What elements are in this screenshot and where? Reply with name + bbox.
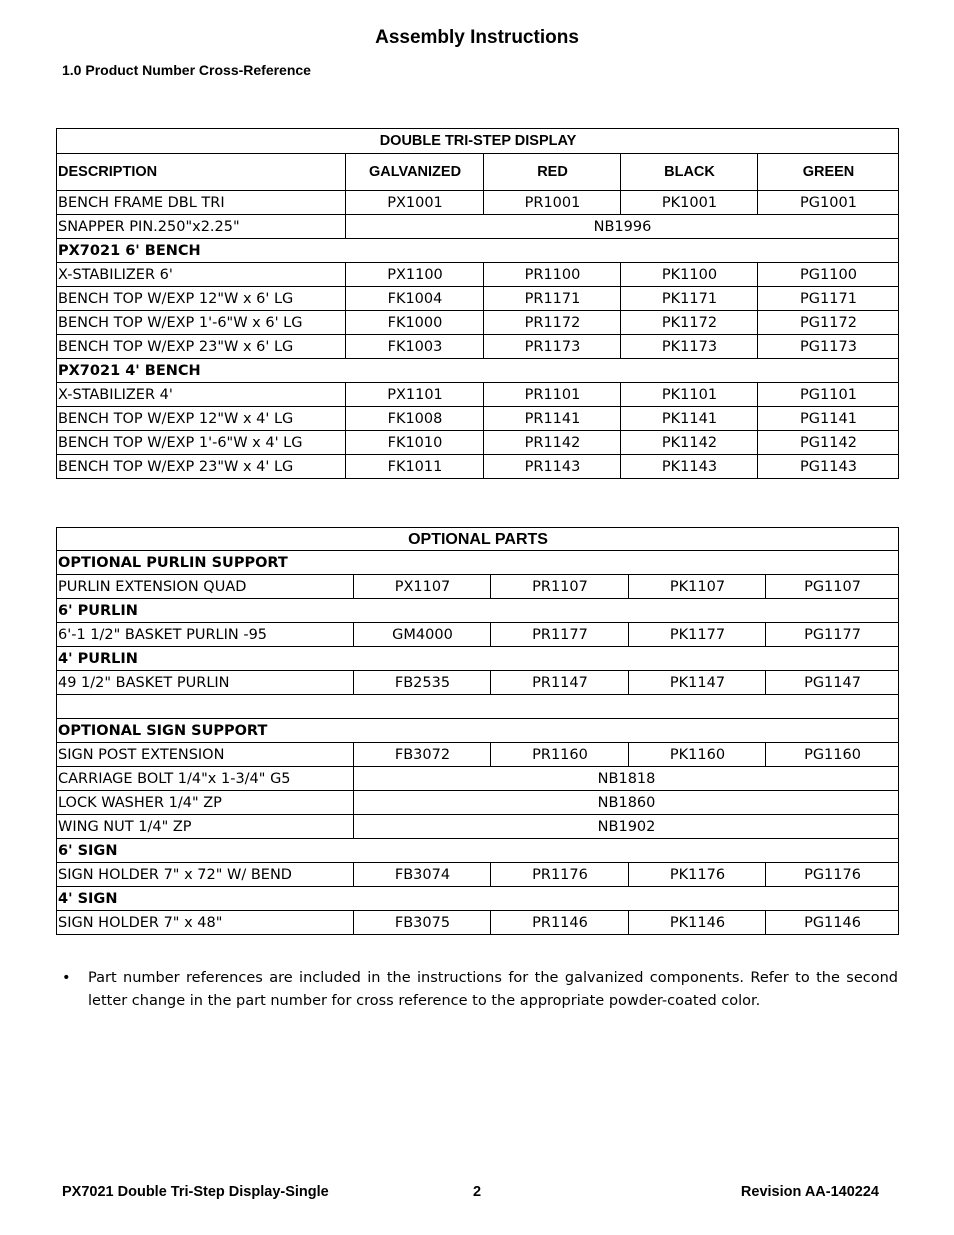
table-row (57, 767, 899, 791)
part-number: PR1142 (484, 431, 621, 455)
part-number: PG1100 (758, 263, 899, 287)
part-number: PX1107 (354, 575, 491, 599)
group-heading-row (57, 839, 899, 863)
common-part-number: NB1818 (354, 767, 899, 791)
part-description: BENCH TOP W/EXP 23"W x 4' LG (57, 455, 346, 479)
table-row (57, 311, 899, 335)
group-heading-row (57, 599, 899, 623)
footer-document-name: PX7021 Double Tri-Step Display-Single (62, 1184, 329, 1200)
part-number: PG1101 (758, 383, 899, 407)
part-description: BENCH TOP W/EXP 12"W x 4' LG (57, 407, 346, 431)
table-row (57, 335, 899, 359)
part-number: PG1143 (758, 455, 899, 479)
part-number: PG1107 (766, 575, 899, 599)
group-heading: 6' PURLIN (57, 599, 899, 623)
part-number: PK1001 (621, 191, 758, 215)
column-header: RED (484, 154, 621, 191)
column-header: BLACK (621, 154, 758, 191)
footer-page-number: 2 (473, 1184, 482, 1200)
optional-parts-table (56, 527, 899, 935)
column-header: GALVANIZED (346, 154, 484, 191)
part-number: PX1100 (346, 263, 484, 287)
bullet-icon: • (62, 970, 71, 986)
note-text: Part number references are included in the instructions for the galvanized components. Refer to the second letter change in the part number for cross reference to the appropriate powder-coated color. (88, 970, 898, 1009)
part-number: PK1146 (629, 911, 766, 935)
table-row (57, 863, 899, 887)
cross-reference-body (57, 129, 899, 479)
part-number: FK1011 (346, 455, 484, 479)
table-caption: OPTIONAL PARTS (57, 528, 899, 551)
part-number: PX1101 (346, 383, 484, 407)
part-number: PR1141 (484, 407, 621, 431)
part-description: BENCH TOP W/EXP 12"W x 6' LG (57, 287, 346, 311)
footer-revision: Revision AA-140224 (740, 1184, 879, 1200)
part-number: PR1172 (484, 311, 621, 335)
part-number: PG1173 (758, 335, 899, 359)
table-caption-row (57, 129, 899, 154)
part-number: FK1003 (346, 335, 484, 359)
common-part-number: NB1902 (354, 815, 899, 839)
part-description: CARRIAGE BOLT 1/4"x 1-3/4" G5 (57, 767, 354, 791)
table-row (57, 743, 899, 767)
section-heading: 1.0 Product Number Cross-Reference (62, 62, 311, 78)
table-row (57, 671, 899, 695)
table-row (57, 791, 899, 815)
table-row (57, 383, 899, 407)
group-heading-row (57, 719, 899, 743)
part-number: PG1141 (758, 407, 899, 431)
part-number: PK1176 (629, 863, 766, 887)
part-description: X-STABILIZER 6' (57, 263, 346, 287)
part-number: FK1010 (346, 431, 484, 455)
table-row (57, 191, 899, 215)
part-description: BENCH TOP W/EXP 1'-6"W x 4' LG (57, 431, 346, 455)
part-description: BENCH TOP W/EXP 1'-6"W x 6' LG (57, 311, 346, 335)
part-number: PR1146 (491, 911, 629, 935)
part-number: PR1171 (484, 287, 621, 311)
group-heading-row (57, 647, 899, 671)
part-number: PK1101 (621, 383, 758, 407)
page-title: Assembly Instructions (375, 27, 579, 48)
part-number: FB3074 (354, 863, 491, 887)
part-number: PK1177 (629, 623, 766, 647)
group-heading: 4' SIGN (57, 887, 899, 911)
part-number: PK1141 (621, 407, 758, 431)
table-header-row (57, 154, 899, 191)
part-description: LOCK WASHER 1/4" ZP (57, 791, 354, 815)
part-description: SNAPPER PIN.250"x2.25" (57, 215, 346, 239)
part-number: PR1176 (491, 863, 629, 887)
part-number: PG1171 (758, 287, 899, 311)
part-number: PG1177 (766, 623, 899, 647)
part-description: SIGN HOLDER 7" x 72" W/ BEND (57, 863, 354, 887)
part-number: FB3075 (354, 911, 491, 935)
part-description: SIGN POST EXTENSION (57, 743, 354, 767)
part-description: 49 1/2" BASKET PURLIN (57, 671, 354, 695)
common-part-number: NB1996 (346, 215, 899, 239)
group-heading-row (57, 887, 899, 911)
part-number: PG1146 (766, 911, 899, 935)
table-row (57, 287, 899, 311)
group-heading-row (57, 359, 899, 383)
part-number: PR1173 (484, 335, 621, 359)
table-row (57, 575, 899, 599)
group-heading-row (57, 239, 899, 263)
part-description: BENCH FRAME DBL TRI (57, 191, 346, 215)
part-number: PK1142 (621, 431, 758, 455)
group-heading (57, 695, 899, 719)
part-number: PG1176 (766, 863, 899, 887)
part-number: PR1101 (484, 383, 621, 407)
part-number: PR1143 (484, 455, 621, 479)
part-number: PG1147 (766, 671, 899, 695)
table-row (57, 215, 899, 239)
table-row (57, 911, 899, 935)
group-heading: 4' PURLIN (57, 647, 899, 671)
part-description: X-STABILIZER 4' (57, 383, 346, 407)
table-row (57, 407, 899, 431)
part-number: PG1160 (766, 743, 899, 767)
part-number: PG1142 (758, 431, 899, 455)
part-number: FK1004 (346, 287, 484, 311)
part-number: FB3072 (354, 743, 491, 767)
part-number: PK1171 (621, 287, 758, 311)
part-number: PK1147 (629, 671, 766, 695)
part-number: PR1100 (484, 263, 621, 287)
part-description: SIGN HOLDER 7" x 48" (57, 911, 354, 935)
table-row (57, 455, 899, 479)
part-number: PX1001 (346, 191, 484, 215)
part-number: PG1001 (758, 191, 899, 215)
part-number: FB2535 (354, 671, 491, 695)
part-number: PK1100 (621, 263, 758, 287)
common-part-number: NB1860 (354, 791, 899, 815)
part-number: PR1147 (491, 671, 629, 695)
group-heading-row (57, 695, 899, 719)
part-number: GM4000 (354, 623, 491, 647)
part-number: PR1001 (484, 191, 621, 215)
part-number: PR1160 (491, 743, 629, 767)
column-header: GREEN (758, 154, 899, 191)
table-row (57, 263, 899, 287)
part-description: 6'-1 1/2" BASKET PURLIN -95 (57, 623, 354, 647)
group-heading: PX7021 6' BENCH (57, 239, 899, 263)
table-row (57, 431, 899, 455)
table-caption-row (57, 528, 899, 551)
optional-parts-body (57, 528, 899, 935)
part-number: PR1107 (491, 575, 629, 599)
part-number: PR1177 (491, 623, 629, 647)
part-number: PK1173 (621, 335, 758, 359)
group-heading: OPTIONAL PURLIN SUPPORT (57, 551, 899, 575)
cross-reference-table (56, 128, 899, 479)
table-row (57, 815, 899, 839)
part-description: WING NUT 1/4" ZP (57, 815, 354, 839)
group-heading: 6' SIGN (57, 839, 899, 863)
group-heading: PX7021 4' BENCH (57, 359, 899, 383)
part-number: PK1143 (621, 455, 758, 479)
part-number: PK1160 (629, 743, 766, 767)
part-number: PG1172 (758, 311, 899, 335)
part-number: PK1107 (629, 575, 766, 599)
column-header: DESCRIPTION (57, 154, 346, 191)
table-row (57, 623, 899, 647)
part-description: BENCH TOP W/EXP 23"W x 6' LG (57, 335, 346, 359)
group-heading-row (57, 551, 899, 575)
part-number: FK1000 (346, 311, 484, 335)
table-caption: DOUBLE TRI-STEP DISPLAY (57, 129, 899, 154)
part-description: PURLIN EXTENSION QUAD (57, 575, 354, 599)
group-heading: OPTIONAL SIGN SUPPORT (57, 719, 899, 743)
part-number: PK1172 (621, 311, 758, 335)
part-number: FK1008 (346, 407, 484, 431)
